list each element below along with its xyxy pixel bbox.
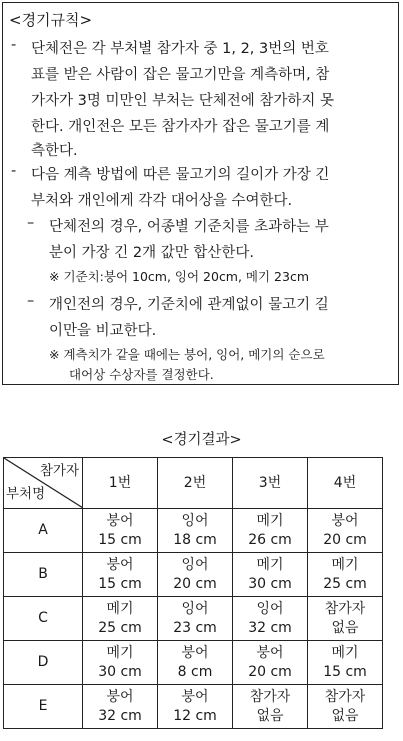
- result-cell: [308, 553, 383, 597]
- rule-line: 측한다.: [31, 143, 78, 159]
- fish-type: 잉어: [256, 600, 284, 617]
- fish-length: 23 cm: [173, 619, 217, 636]
- result-cell: [158, 553, 233, 597]
- fish-type: 잉어: [181, 600, 209, 617]
- fish-length: 30 cm: [248, 575, 292, 592]
- fish-type: 붕어: [181, 688, 209, 705]
- rule-line: 다음 계측 방법에 따른 물고기의 길이가 가장 긴: [31, 167, 330, 183]
- column-header: 1번: [83, 458, 158, 509]
- rule-line: 이만을 비교한다.: [49, 323, 157, 339]
- rule-sub-bullet: –: [27, 293, 35, 309]
- result-cell: [83, 597, 158, 641]
- fish-type: 메기: [331, 644, 359, 661]
- rule-line: 분이 가장 긴 2개 값만 합산한다.: [49, 245, 254, 261]
- dept-cell: C: [4, 597, 83, 641]
- rule-note: ※ 계측치가 같을 때에는 붕어, 잉어, 메기의 순으로: [49, 347, 325, 362]
- rule-sub-bullet: –: [27, 215, 35, 231]
- rule-line: 단체전의 경우, 어종별 기준치를 초과하는 부: [49, 219, 329, 235]
- column-header: 3번: [233, 458, 308, 509]
- fish-length: 15 cm: [323, 663, 367, 680]
- fish-type: 붕어: [106, 512, 134, 529]
- dept-cell: A: [4, 509, 83, 553]
- fish-length: 25 cm: [98, 619, 142, 636]
- result-cell: [158, 597, 233, 641]
- fish-length: 32 cm: [248, 619, 292, 636]
- rule-line: 한다. 개인전은 모든 참가자가 잡은 물고기를 계: [31, 119, 330, 135]
- corner-top-label: 참가자: [39, 463, 79, 479]
- fish-type: 메기: [106, 600, 134, 617]
- fish-length: 25 cm: [323, 575, 367, 592]
- result-cell: [308, 597, 383, 641]
- table-row: [4, 597, 383, 641]
- fish-type: 메기: [106, 644, 134, 661]
- table-row: [4, 553, 383, 597]
- rule-line: 개인전의 경우, 기준치에 관계없이 물고기 길: [49, 297, 329, 313]
- fish-length: 8 cm: [177, 663, 213, 680]
- result-cell: [83, 685, 158, 729]
- column-header: 2번: [158, 458, 233, 509]
- corner-bottom-label: 부처명: [6, 486, 46, 502]
- fish-length: 20 cm: [323, 531, 367, 548]
- fish-length: 26 cm: [248, 531, 292, 548]
- rule-note: ※ 기준치:붕어 10cm, 잉어 20cm, 메기 23cm: [49, 269, 310, 284]
- fish-length: 15 cm: [98, 531, 142, 548]
- fish-length: 18 cm: [173, 531, 217, 548]
- result-cell: [308, 685, 383, 729]
- result-cell: [233, 685, 308, 729]
- fish-length: 20 cm: [248, 663, 292, 680]
- fish-length: 15 cm: [98, 575, 142, 592]
- rule-line: 표를 받은 사람이 잡은 물고기만을 계측하며, 참: [31, 67, 330, 83]
- dept-cell: E: [4, 685, 83, 729]
- table-row: [4, 685, 383, 729]
- dept-cell: B: [4, 553, 83, 597]
- table-row: [4, 641, 383, 685]
- result-cell: [83, 553, 158, 597]
- fish-length: 20 cm: [173, 575, 217, 592]
- rules-box: [2, 2, 399, 385]
- result-cell: [308, 641, 383, 685]
- column-header: 4번: [308, 458, 383, 509]
- fish-type: 메기: [256, 556, 284, 573]
- result-cell: [158, 685, 233, 729]
- fish-type: 메기: [256, 512, 284, 529]
- result-cell: [158, 509, 233, 553]
- result-cell: [158, 641, 233, 685]
- result-cell: [233, 597, 308, 641]
- fish-type: 잉어: [181, 556, 209, 573]
- fish-type: 붕어: [106, 688, 134, 705]
- fish-length: 없음: [331, 619, 359, 636]
- rule-note: 대어상 수상자를 결정한다.: [69, 367, 214, 382]
- fish-type: 메기: [331, 556, 359, 573]
- result-cell: [83, 641, 158, 685]
- rules-title: <경기규칙>: [9, 11, 93, 29]
- fish-length: 없음: [256, 707, 284, 724]
- corner-header-cell: [4, 458, 83, 509]
- result-cell: [83, 509, 158, 553]
- fish-type: 참가자: [324, 688, 366, 705]
- rule-bullet: -: [11, 163, 17, 179]
- fish-type: 붕어: [106, 556, 134, 573]
- header-row: [4, 458, 383, 509]
- result-cell: [233, 509, 308, 553]
- result-cell: [233, 553, 308, 597]
- fish-length: 12 cm: [173, 707, 217, 724]
- table-row: [4, 509, 383, 553]
- result-cell: [233, 641, 308, 685]
- fish-type: 참가자: [324, 600, 366, 617]
- fish-type: 붕어: [181, 644, 209, 661]
- fish-type: 붕어: [256, 644, 284, 661]
- fish-length: 30 cm: [98, 663, 142, 680]
- rule-line: 단체전은 각 부처별 참가자 중 1, 2, 3번의 번호: [31, 41, 329, 57]
- result-cell: [308, 509, 383, 553]
- fish-type: 참가자: [249, 688, 291, 705]
- results-title: <경기결과>: [161, 432, 242, 448]
- rule-line: 가자가 3명 미만인 부처는 단체전에 참가하지 못: [31, 93, 335, 109]
- rule-bullet: -: [11, 37, 17, 53]
- fish-type: 잉어: [181, 512, 209, 529]
- results-table: [3, 457, 383, 729]
- fish-length: 32 cm: [98, 707, 142, 724]
- fish-length: 없음: [331, 707, 359, 724]
- fish-type: 붕어: [331, 512, 359, 529]
- dept-cell: D: [4, 641, 83, 685]
- rule-line: 부처와 개인에게 각각 대어상을 수여한다.: [31, 193, 293, 209]
